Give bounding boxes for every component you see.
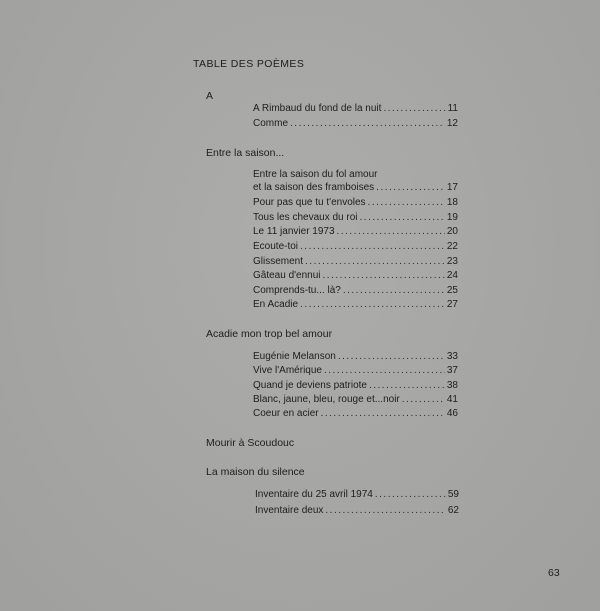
entry-title: et la saison des framboises bbox=[253, 182, 375, 193]
entry-page: 41 bbox=[446, 394, 458, 405]
entry-title: A Rimbaud du fond de la nuit bbox=[253, 103, 382, 114]
toc-entry bbox=[253, 256, 458, 267]
toc-entry bbox=[253, 408, 458, 419]
toc-entry bbox=[253, 212, 458, 223]
entry-page: 19 bbox=[446, 212, 458, 223]
entry-title: Coeur en acier bbox=[253, 408, 319, 419]
leader-dots bbox=[337, 226, 445, 237]
entry-title: Entre la saison du fol amour bbox=[253, 169, 378, 180]
section-heading: Acadie mon trop bel amour bbox=[206, 328, 333, 340]
entry-page: 23 bbox=[446, 256, 458, 267]
leader-dots bbox=[325, 505, 445, 516]
leader-dots bbox=[300, 241, 445, 252]
entry-page: 46 bbox=[446, 408, 458, 419]
entry-title: Inventaire deux bbox=[255, 505, 324, 516]
page-number: 63 bbox=[548, 567, 560, 579]
entry-page: 59 bbox=[447, 489, 459, 500]
leader-dots bbox=[324, 365, 445, 376]
toc-entry bbox=[253, 118, 458, 129]
leader-dots bbox=[383, 103, 445, 114]
toc-entry bbox=[253, 241, 458, 252]
entry-page: 38 bbox=[446, 380, 458, 391]
entry-title: Comme bbox=[253, 118, 289, 129]
entry-page: 33 bbox=[446, 351, 458, 362]
leader-dots bbox=[368, 197, 445, 208]
leader-dots bbox=[376, 182, 445, 193]
entry-title: Glissement bbox=[253, 256, 304, 267]
entry-title: Écoute-toi bbox=[253, 241, 299, 252]
leader-dots bbox=[402, 394, 445, 405]
entry-title: Comprends-tu... là? bbox=[253, 285, 341, 296]
leader-dots bbox=[360, 212, 445, 223]
entry-title: Vive l'Amérique bbox=[253, 365, 322, 376]
entry-title: Le 11 janvier 1973 bbox=[253, 226, 335, 237]
leader-dots bbox=[338, 351, 445, 362]
entry-title: Quand je deviens patriote bbox=[253, 380, 367, 391]
entry-page: 22 bbox=[446, 241, 458, 252]
toc-entry bbox=[253, 270, 458, 281]
leader-dots bbox=[375, 489, 446, 500]
toc-entry bbox=[253, 182, 458, 193]
leader-dots bbox=[323, 270, 445, 281]
section-heading: A bbox=[206, 90, 214, 102]
entry-page: 27 bbox=[446, 299, 458, 310]
entry-page: 62 bbox=[447, 505, 459, 516]
toc-entry bbox=[253, 197, 458, 208]
entry-page: 24 bbox=[446, 270, 458, 281]
toc-entry bbox=[253, 226, 458, 237]
leader-dots bbox=[321, 408, 445, 419]
toc-entry bbox=[253, 351, 458, 362]
entry-title: Eugénie Melanson bbox=[253, 351, 336, 362]
entry-title: Inventaire du 25 avril 1974 bbox=[255, 489, 373, 500]
leader-dots bbox=[300, 299, 445, 310]
toc-entry bbox=[253, 285, 458, 296]
entry-page: 11 bbox=[447, 103, 458, 114]
entry-page: 37 bbox=[446, 365, 458, 376]
toc-entry bbox=[253, 103, 458, 114]
section-heading: Mourir à Scoudouc bbox=[206, 437, 295, 449]
entry-title: Tous les chevaux du roi bbox=[253, 212, 358, 223]
leader-dots bbox=[343, 285, 445, 296]
toc-entry bbox=[253, 394, 458, 405]
section-heading: La maison du silence bbox=[206, 466, 305, 478]
leader-dots bbox=[305, 256, 445, 267]
entry-title: En Acadie bbox=[253, 299, 299, 310]
toc-entry bbox=[253, 299, 458, 310]
leader-dots bbox=[369, 380, 445, 391]
entry-page: 18 bbox=[446, 197, 458, 208]
page-title: TABLE DES POÈMES bbox=[193, 58, 305, 70]
entry-page: 25 bbox=[446, 285, 458, 296]
section-heading: Entre la saison... bbox=[206, 147, 285, 159]
entry-page: 12 bbox=[446, 118, 458, 129]
leader-dots bbox=[290, 118, 445, 129]
entry-title: Pour pas que tu t'envoles bbox=[253, 197, 366, 208]
entry-title: Blanc, jaune, bleu, rouge et...noir bbox=[253, 394, 400, 405]
entry-page: 17 bbox=[446, 182, 458, 193]
toc-entry bbox=[255, 489, 459, 500]
entry-title: Gâteau d'ennui bbox=[253, 270, 321, 281]
toc-entry bbox=[255, 505, 459, 516]
toc-entry bbox=[253, 380, 458, 391]
toc-entry bbox=[253, 365, 458, 376]
entry-page: 20 bbox=[446, 226, 458, 237]
